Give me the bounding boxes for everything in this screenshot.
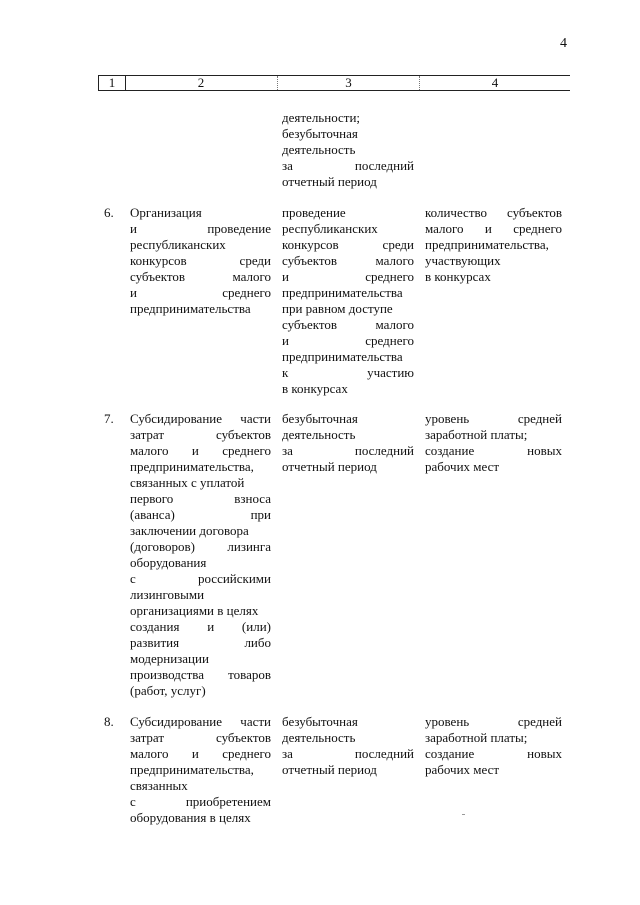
cell-word: конкурсов: [282, 237, 339, 252]
cell-word: (аванса): [130, 507, 175, 522]
cell-word: и: [191, 746, 199, 761]
scan-speck: [462, 814, 465, 815]
cell-word: создания: [130, 619, 180, 634]
cell-line: предпринимательства,: [130, 762, 254, 777]
cell-word: и: [130, 221, 137, 236]
cell-word: (договоров): [130, 539, 195, 554]
cell-line: деятельность: [282, 427, 356, 442]
cell-line: [130, 571, 271, 587]
cell-word: и: [130, 285, 137, 300]
cell-word: создание: [425, 443, 475, 458]
cell-word: приобретением: [185, 794, 271, 809]
cell-line: [130, 635, 271, 651]
row-number: 7.: [104, 411, 114, 426]
cell-word: конкурсов: [130, 253, 187, 268]
cell-line: [130, 221, 271, 237]
cell-line: [130, 730, 271, 746]
cell-line: рабочих мест: [425, 762, 500, 777]
cell-line: [130, 411, 271, 427]
cell-word: количество: [425, 205, 488, 220]
cell-line: в конкурсах: [282, 381, 348, 396]
cell-line: [282, 365, 414, 381]
cell-line: отчетный период: [282, 174, 377, 189]
cell-line: при равном доступе: [282, 301, 393, 316]
header-cell-3: 3: [278, 76, 420, 90]
cell-word: малого: [130, 746, 169, 761]
cell-word: лизинга: [227, 539, 271, 554]
header-cell-4: 4: [491, 75, 499, 90]
cell-word: и: [282, 333, 289, 348]
cell-line: модернизации: [130, 651, 209, 666]
cell-word: с: [130, 794, 136, 809]
cell-line: связанных с уплатой: [130, 475, 245, 490]
cell-word: малого: [375, 253, 414, 268]
page-number: 4: [560, 36, 567, 51]
cell-word: создание: [425, 746, 475, 761]
cell-word: за: [282, 443, 293, 458]
cell-word: субъектов: [130, 269, 186, 284]
cell-word: затрат: [130, 730, 165, 745]
cell-word: среди: [239, 253, 271, 268]
cell-line: [425, 221, 562, 237]
cell-line: заработной платы;: [425, 427, 528, 442]
cell-line: [130, 746, 271, 762]
cell-word: участию: [367, 365, 414, 380]
cell-word: с: [130, 571, 136, 586]
cell-line: [282, 253, 414, 269]
cell-line: безубыточная: [282, 411, 358, 426]
cell-line: республиканских: [282, 221, 378, 236]
cell-word: средней: [517, 714, 562, 729]
cell-word: уровень: [425, 714, 470, 729]
cell-word: среднего: [222, 285, 271, 300]
cell-word: российскими: [197, 571, 271, 586]
cell-line: [282, 746, 414, 762]
row-8-condition: [282, 714, 414, 778]
cell-line: деятельности;: [282, 110, 361, 125]
cell-line: отчетный период: [282, 459, 377, 474]
cell-line: [130, 491, 271, 507]
cell-word: новых: [527, 746, 562, 761]
header-cell-2: 2: [125, 76, 278, 90]
cell-word: за: [282, 158, 293, 173]
cell-line: заключении договора: [130, 523, 249, 538]
cell-line: [130, 269, 271, 285]
cell-word: последний: [354, 443, 414, 458]
cell-word: производства: [130, 667, 205, 682]
cell-line: предпринимательства,: [425, 237, 549, 252]
cell-word: последний: [354, 746, 414, 761]
cell-word: либо: [244, 635, 271, 650]
cell-word: среднего: [222, 746, 271, 761]
table-header-row: [98, 75, 570, 91]
cell-line: [282, 443, 414, 459]
cell-word: субъектов: [282, 317, 338, 332]
cell-word: взноса: [234, 491, 271, 506]
cell-line: отчетный период: [282, 762, 377, 777]
cell-word: и: [484, 221, 492, 236]
cell-line: [130, 667, 271, 683]
cell-word: субъектов: [282, 253, 338, 268]
cell-word: первого: [130, 491, 174, 506]
cell-line: заработной платы;: [425, 730, 528, 745]
cell-line: [282, 269, 414, 285]
cell-line: [282, 317, 414, 333]
cell-line: оборудования в целях: [130, 810, 251, 825]
cell-word: проведение: [207, 221, 271, 236]
row-number: 8.: [104, 714, 114, 729]
cell-word: средней: [517, 411, 562, 426]
cell-line: предпринимательства: [282, 285, 403, 300]
cell-word: среднего: [365, 269, 414, 284]
row-8-measure: [130, 714, 271, 826]
cell-line: [130, 714, 271, 730]
cell-word: последний: [354, 158, 414, 173]
cell-word: новых: [527, 443, 562, 458]
cell-line: участвующих: [425, 253, 501, 268]
cell-line: безубыточная: [282, 126, 358, 141]
cell-line: [130, 427, 271, 443]
cell-line: проведение: [282, 205, 346, 220]
cell-line: связанных: [130, 778, 188, 793]
cell-word: развития: [130, 635, 180, 650]
row-6-condition: [282, 205, 414, 397]
cell-line: лизинговыми: [130, 587, 205, 602]
cell-word: при: [250, 507, 271, 522]
row-number: 6.: [104, 205, 114, 220]
row-6-measure: [130, 205, 271, 317]
cell-line: [130, 794, 271, 810]
cell-word: среди: [382, 237, 414, 252]
cell-line: рабочих мест: [425, 459, 500, 474]
row-7-measure: [130, 411, 271, 699]
cell-line: [130, 253, 271, 269]
cell-line: деятельность: [282, 142, 356, 157]
cell-word: малого: [232, 269, 271, 284]
cell-word: субъектов: [506, 205, 562, 220]
cell-line: [130, 285, 271, 301]
cell-line: [282, 333, 414, 349]
cell-line: [130, 507, 271, 523]
cell-word: к: [282, 365, 289, 380]
cell-word: затрат: [130, 427, 165, 442]
cell-line: [282, 237, 414, 253]
cell-line: Организация: [130, 205, 202, 220]
cell-line: безубыточная: [282, 714, 358, 729]
cell-line: [425, 411, 562, 427]
cell-word: за: [282, 746, 293, 761]
cell-line: [282, 158, 414, 174]
cell-word: субъектов: [215, 730, 271, 745]
cell-word: среднего: [513, 221, 562, 236]
row-7-condition: [282, 411, 414, 475]
cell-line: предпринимательства: [130, 301, 251, 316]
cell-word: малого: [375, 317, 414, 332]
cell-word: Субсидирование: [130, 411, 223, 426]
cell-line: деятельность: [282, 730, 356, 745]
cell-word: субъектов: [215, 427, 271, 442]
cell-line: [130, 539, 271, 555]
cell-line: [425, 746, 562, 762]
cell-line: предпринимательства: [282, 349, 403, 364]
row-6-indicator: [425, 205, 562, 285]
cell-line: [425, 714, 562, 730]
cell-line: республиканских: [130, 237, 226, 252]
cell-word: среднего: [365, 333, 414, 348]
row-8-indicator: [425, 714, 562, 778]
cell-line: [130, 619, 271, 635]
cell-word: товаров: [228, 667, 271, 682]
cell-line: (работ, услуг): [130, 683, 206, 698]
cell-line: [130, 443, 271, 459]
cell-line: [425, 443, 562, 459]
continuation-cell: [282, 110, 414, 190]
cell-line: организациями в целях: [130, 603, 259, 618]
cell-line: предпринимательства,: [130, 459, 254, 474]
cell-word: и: [282, 269, 289, 284]
cell-word: и: [191, 443, 199, 458]
row-7-indicator: [425, 411, 562, 475]
cell-line: в конкурсах: [425, 269, 491, 284]
cell-word: части: [240, 714, 271, 729]
cell-word: части: [240, 411, 271, 426]
cell-word: Субсидирование: [130, 714, 223, 729]
cell-word: малого: [130, 443, 169, 458]
cell-line: оборудования: [130, 555, 207, 570]
cell-line: [425, 205, 562, 221]
cell-word: среднего: [222, 443, 271, 458]
cell-word: и: [207, 619, 215, 634]
cell-word: малого: [425, 221, 464, 236]
cell-word: уровень: [425, 411, 470, 426]
header-cell-1: 1: [98, 76, 126, 90]
cell-word: (или): [241, 619, 271, 634]
